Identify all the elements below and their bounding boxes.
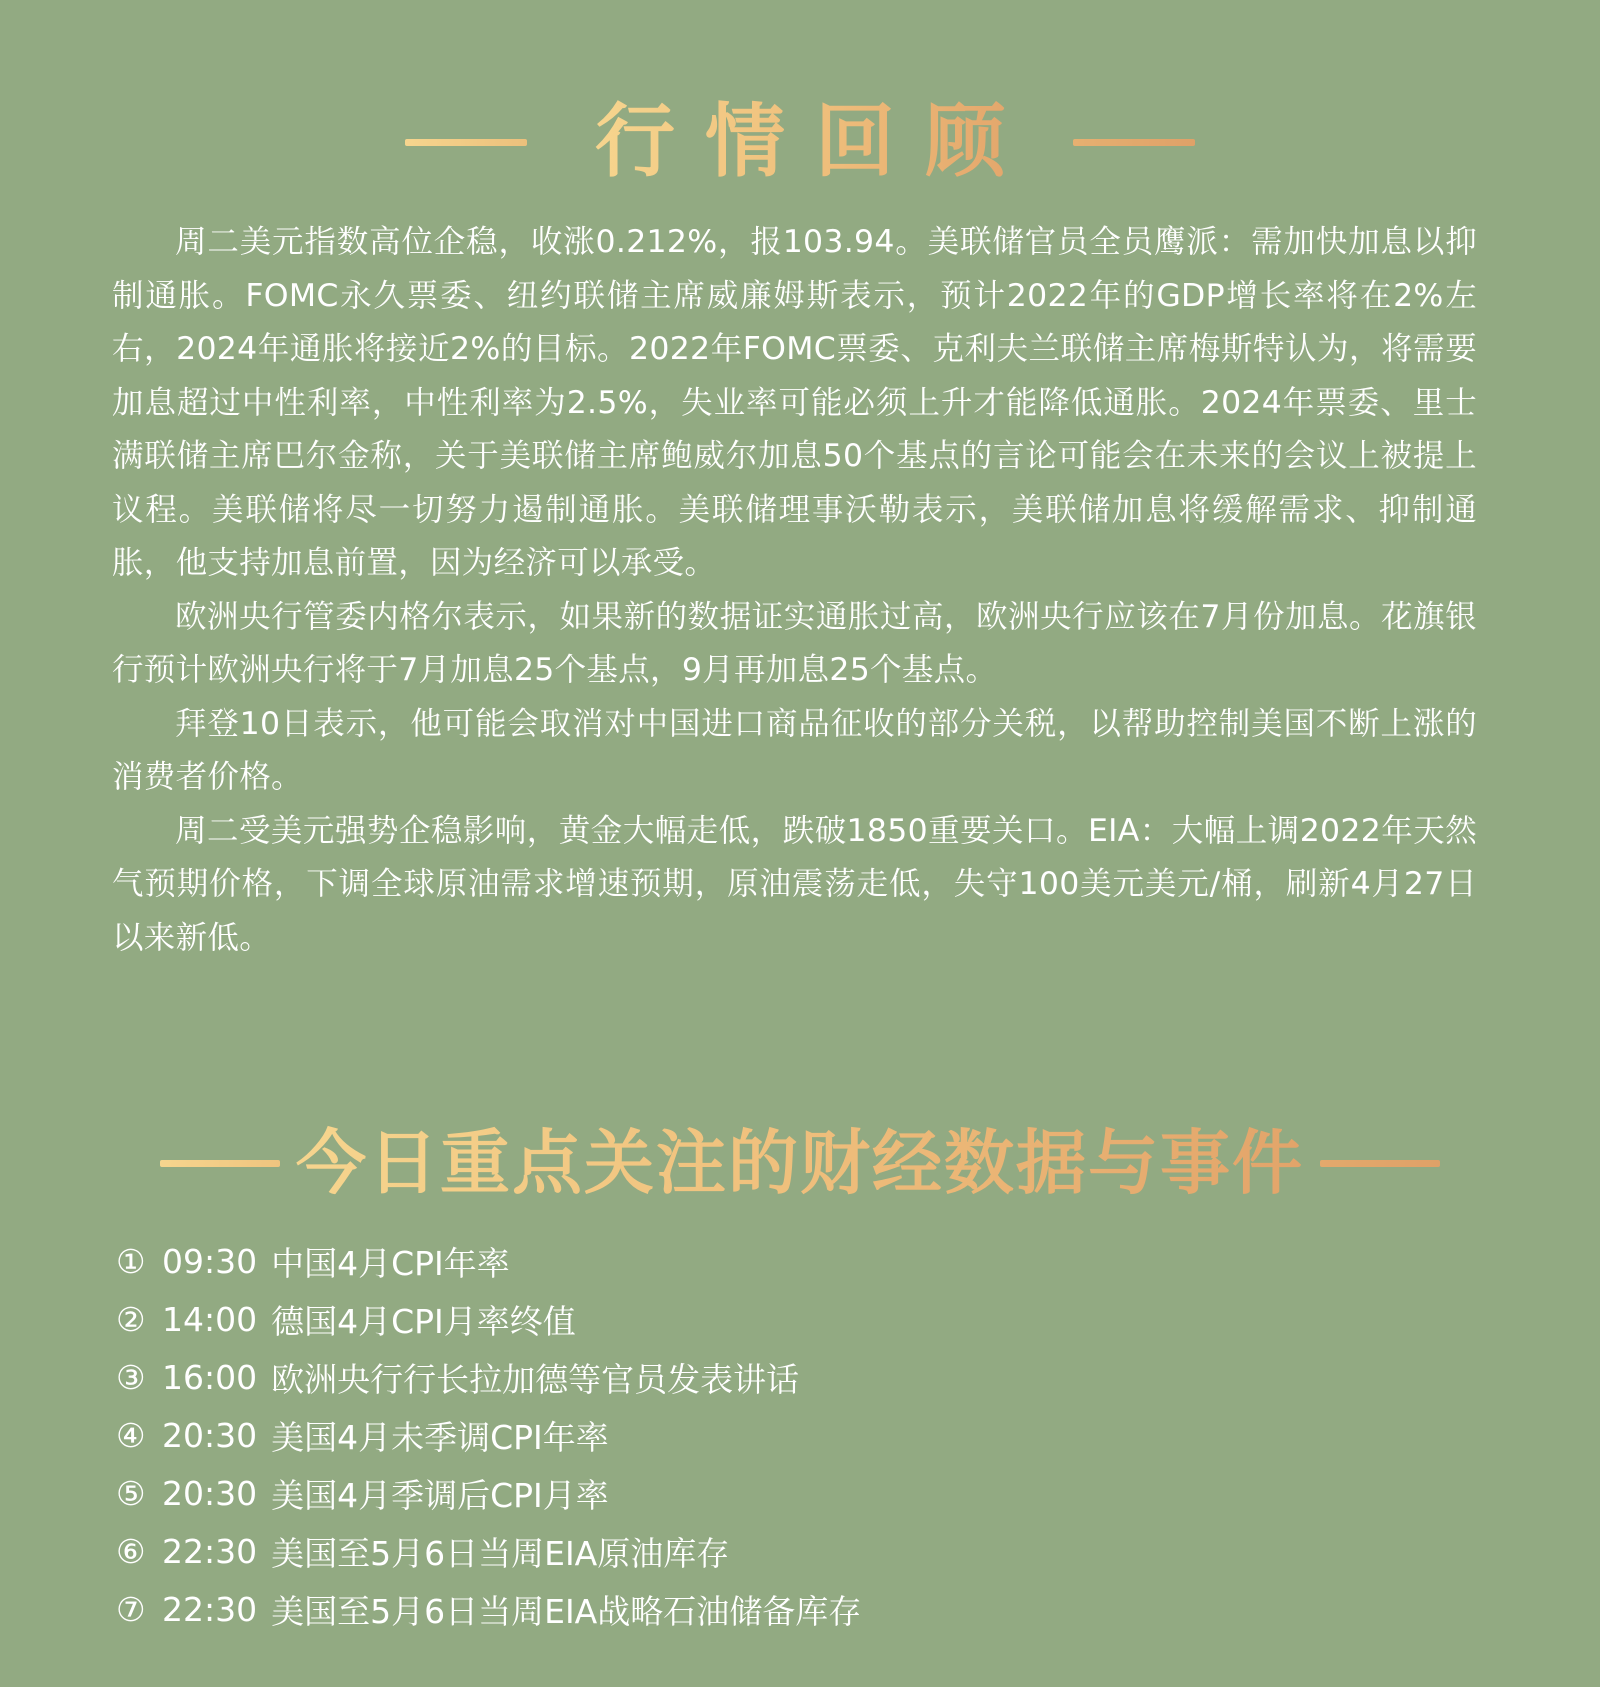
event-time: 14:00 [162,1299,258,1339]
heading-dash-right [1073,139,1195,146]
heading-dash-left [160,1160,280,1167]
item-number: ⑤ [116,1473,146,1513]
event-time: 22:30 [162,1531,258,1571]
section-heading-key-events [0,1113,1600,1213]
section-heading-market-review [0,92,1600,192]
heading-title: 行情回顾 [595,92,1035,192]
item-number: ① [116,1241,146,1281]
heading-title: 今日重点关注的财经数据与事件 [296,1113,1304,1213]
event-text: 美国4月季调后CPI月率 [271,1475,609,1515]
heading-dash-right [1320,1160,1440,1167]
item-number: ③ [116,1357,146,1397]
review-paragraph: 周二受美元强势企稳影响，黄金大幅走低，跌破1850重要关口。EIA：大幅上调2022年天然气预期价格，下调全球原油需求增速预期，原油震荡走低，失守100美元美元/桶，刷新4月27日以来新低。 [112,812,1477,956]
event-time: 20:30 [162,1415,258,1455]
list-item [116,1290,1416,1348]
list-item [116,1232,1416,1290]
heading-dash-left [405,139,527,146]
list-item [116,1406,1416,1464]
item-number: ④ [116,1415,146,1455]
event-time: 20:30 [162,1473,258,1513]
item-number: ② [116,1299,146,1339]
item-number: ⑦ [116,1589,146,1629]
item-number: ⑥ [116,1531,146,1571]
list-item [116,1348,1416,1406]
market-review-text [112,216,1477,965]
list-item [116,1522,1416,1580]
review-paragraph: 拜登10日表示，他可能会取消对中国进口商品征收的部分关税，以帮助控制美国不断上涨的消费者价格。 [112,705,1477,795]
event-text: 德国4月CPI月率终值 [271,1301,576,1341]
list-item [116,1464,1416,1522]
event-text: 美国4月未季调CPI年率 [271,1417,609,1457]
event-time: 09:30 [162,1241,258,1281]
event-time: 22:30 [162,1589,258,1629]
review-paragraph: 周二美元指数高位企稳，收涨0.212%，报103.94。美联储官员全员鹰派：需加快加息以抑制通胀。FOMC永久票委、纽约联储主席威廉姆斯表示，预计2022年的GDP增长率将在2%左右，2024年通胀将接近2%的目标。2022年FOMC票委、克利夫兰联储主席梅斯特认为，将需要加息超过中性利率，中性利率为2.5%，失业率可能必须上升才能降低通胀。2024年票委、里士满联储主席巴尔金称，关于美联储主席鲍威尔加息50个基点的言论可能会在未来的会议上被提上议程。美联储将尽一切努力遏制通胀。美联储理事沃勒表示，美联储加息将缓解需求、抑制通胀，他支持加息前置，因为经济可以承受。 [112,224,1477,581]
event-text: 美国至5月6日当周EIA原油库存 [271,1533,730,1573]
event-text: 欧洲央行行长拉加德等官员发表讲话 [271,1359,800,1399]
event-text: 美国至5月6日当周EIA战略石油储备库存 [271,1591,862,1631]
list-item [116,1580,1416,1638]
review-paragraph: 欧洲央行管委内格尔表示，如果新的数据证实通胀过高，欧洲央行应该在7月份加息。花旗银行预计欧洲央行将于7月加息25个基点，9月再加息25个基点。 [112,598,1477,688]
event-time: 16:00 [162,1357,258,1397]
event-list [116,1232,1416,1638]
event-text: 中国4月CPI年率 [271,1243,510,1283]
